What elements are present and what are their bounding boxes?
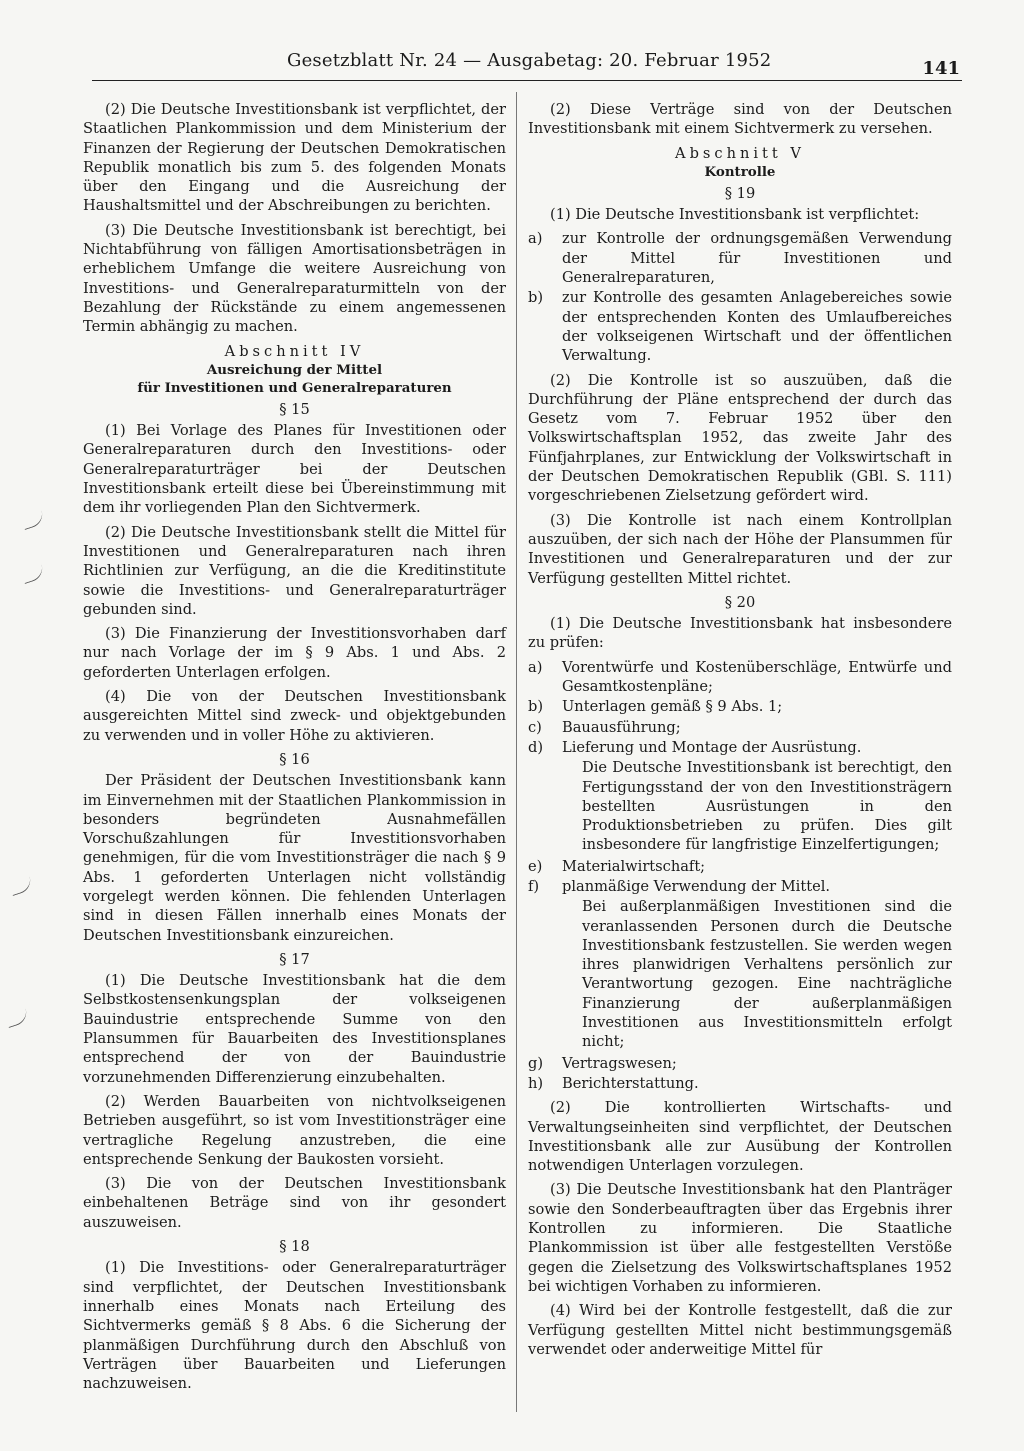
list-item (528, 1074, 952, 1093)
list-item-label: a) (528, 230, 543, 248)
list-item-text: planmäßige Verwendung der Mittel. (562, 877, 831, 895)
left-column (83, 100, 506, 1420)
list-item-text: zur Kontrolle der ordnungsgemäßen Verwendung der Mittel für Investitionen und Generalreparaturen, (562, 230, 952, 287)
margin-mark (8, 875, 34, 896)
paragraph-number: § 16 (279, 750, 310, 768)
list-item-label: b) (528, 289, 544, 307)
list-item-label: d) (528, 738, 544, 756)
list-item-text: zur Kontrolle des gesamten Anlagebereiches sowie der entsprechenden Konten des Umlaufbereiches der volkseigenen Wirtschaft und der öffentlichen Verwaltung. (562, 289, 952, 365)
paragraph-number: § 18 (279, 1238, 310, 1256)
list-item-note: Die Deutsche Investitionsbank ist berechtigt, den Fertigungsstand der von den Investitionsträgern bestellten Ausrüstungen in den Produktionsbetrieben zu prüfen. Dies gilt insbesondere für langfristige Einzelfertigungen; (582, 759, 952, 854)
paragraph: (1) Die Deutsche Investitionsbank ist verpflichtet: (550, 206, 920, 224)
paragraph: (2) Diese Verträge sind von der Deutschen Investitionsbank mit einem Sichtvermerk zu versehen. (528, 101, 952, 138)
paragraph-number: § 17 (279, 950, 310, 968)
paragraph: Der Präsident der Deutschen Investitionsbank kann im Einvernehmen mit der Staatlichen Plankommission in besonders begründeten Ausnahmefällen Vorschußzahlungen für Investitionsvorhaben genehmigen, für die vom Investitionsträger die nach § 9 Abs. 1 geforderten Unterlagen nicht vollständig vorgelegt werden können. Die fehlenden Unterlagen sind in diesen Fällen innerhalb eines Monats der Deutschen Investitionsbank einzureichen. (83, 772, 506, 944)
list-item-label: g) (528, 1054, 544, 1072)
section-subheading: für Investitionen und Generalreparaturen (137, 379, 452, 396)
paragraph: (4) Wird bei der Kontrolle festgestellt, daß die zur Verfügung gestellten Mittel nicht bestimmungsgemäß verwendet oder anderweitige Mittel für (528, 1302, 952, 1358)
list-item-text: Vorentwürfe und Kostenüberschläge, Entwürfe und Gesamtkostenpläne; (562, 658, 952, 696)
page-number: 141 (922, 58, 960, 79)
paragraph: (1) Bei Vorlage des Planes für Investitionen oder Generalreparaturen durch den Investitions- oder Generalreparaturträger bei der Deutschen Investitionsbank erteilt diese bei Übereinstimmung mit dem ihr vorliegenden Plan den Sichtvermerk. (83, 422, 506, 517)
margin-mark (20, 509, 46, 530)
margin-mark (4, 1007, 30, 1028)
paragraph: (3) Die Kontrolle ist nach einem Kontrollplan auszuüben, der sich nach der Höhe der Plansummen für Investitionen und Generalreparaturen und der zur Verfügung gestellten Mittel richtet. (528, 511, 952, 587)
list-item-label: f) (528, 877, 540, 895)
paragraph: (1) Die Investitions- oder Generalreparaturträger sind verpflichtet, der Deutschen Investitionsbank innerhalb eines Monats nach Erteilung des Sichtvermerks gemäß § 8 Abs. 6 die Sicherung der planmäßigen Durchführung durch den Abschluß von Verträgen über Bauarbeiten und Lieferungen nachzuweisen. (83, 1259, 506, 1393)
paragraph: (3) Die Deutsche Investitionsbank hat den Planträger sowie den Sonderbeauftragten über das Ergebnis ihrer Kontrollen zu informieren. Die Staatliche Plankommission ist über alle festgestellten Verstöße gegen die Zielsetzung des Volkswirtschaftsplanes 1952 bei wichtigen Vorhaben zu informieren. (528, 1181, 952, 1295)
section-heading: Abschnitt V (675, 144, 805, 162)
paragraph-number: § 15 (279, 400, 310, 418)
paragraph: (3) Die Finanzierung der Investitionsvorhaben darf nur nach Vorlage der im § 9 Abs. 1 und Abs. 2 geforderten Unterlagen erfolgen. (83, 625, 506, 681)
list-item (528, 229, 952, 287)
paragraph-number: § 19 (724, 184, 756, 202)
list-item-text: Unterlagen gemäß § 9 Abs. 1; (562, 698, 783, 716)
list-item-text: Materialwirtschaft; (562, 857, 706, 875)
page-header (92, 44, 962, 81)
list-item (528, 738, 952, 757)
paragraph: (1) Die Deutsche Investitionsbank hat die dem Selbstkostensenkungsplan der volkseigenen Bauindustrie entsprechende Summe von den Plansummen für Bauarbeiten des Investitionsplanes entsprechend der von der Bauindustrie vorzunehmenden Differenzierung einzubehalten. (83, 972, 506, 1086)
list-item-label: a) (528, 658, 543, 676)
section-subheading: Kontrolle (704, 163, 776, 180)
list-item (528, 877, 952, 896)
list-item-text: Berichterstattung. (562, 1074, 699, 1092)
paragraph: (4) Die von der Deutschen Investitionsbank ausgereichten Mittel sind zweck- und objektgebunden zu verwenden und in voller Höhe zu aktivieren. (83, 688, 506, 744)
margin-mark (20, 563, 46, 584)
list-item-text: Lieferung und Montage der Ausrüstung. (562, 738, 862, 756)
list-item-label: c) (528, 718, 542, 736)
paragraph: (2) Die Deutsche Investitionsbank ist verpflichtet, der Staatlichen Plankommission und dem Ministerium der Finanzen der Regierung der Deutschen Demokratischen Republik monatlich bis zum 5. des folgenden Monats über den Eingang und die Ausreichung der Haushaltsmittel und der Abschreibungen zu berichten. (83, 101, 506, 215)
gazette-title: Gesetzblatt Nr. 24 — Ausgabetag: 20. Februar 1952 (287, 50, 772, 71)
paragraph: (2) Die Deutsche Investitionsbank stellt die Mittel für Investitionen und Generalreparaturen nach ihren Richtlinien zur Verfügung, an die die Kreditinstitute sowie die Investitions- und Generalreparaturträger gebunden sind. (83, 523, 506, 618)
list-item-label: e) (528, 857, 543, 875)
list-item (528, 288, 952, 365)
list-item-label: h) (528, 1074, 544, 1092)
list-item-label: b) (528, 698, 544, 716)
list-item (528, 697, 952, 716)
right-column (528, 100, 952, 1420)
paragraph: (1) Die Deutsche Investitionsbank hat insbesondere zu prüfen: (528, 615, 952, 652)
column-divider (516, 92, 517, 1412)
list-item-text: Bauausführung; (562, 718, 681, 736)
list-item-note: Bei außerplanmäßigen Investitionen sind die veranlassenden Personen durch die Deutsche Investitionsbank festzustellen. Sie werden wegen ihres planwidrigen Verhaltens persönlich zur Verantwortung gezogen. Eine nachträgliche Finanzierung der außerplanmäßigen Investitionen aus Investitionsmitteln erfolgt nicht; (582, 898, 952, 1051)
list-item-text: Vertragswesen; (562, 1054, 677, 1072)
paragraph: (2) Die Kontrolle ist so auszuüben, daß die Durchführung der Pläne entsprechend der durch das Gesetz vom 7. Februar 1952 über den Volkswirtschaftsplan 1952, das zweite Jahr des Fünfjahrplanes, zur Entwicklung der Volkswirtschaft in der Deutschen Demokratischen Republik (GBl. S. 111) vorgeschriebenen Zielsetzung gefördert wird. (528, 371, 952, 505)
section-heading: Abschnitt IV (224, 342, 365, 360)
paragraph: (2) Die kontrollierten Wirtschafts- und Verwaltungseinheiten sind verpflichtet, der Deutschen Investitionsbank alle zur Ausübung der Kontrollen notwendigen Unterlagen vorzulegen. (528, 1099, 952, 1175)
list-item (528, 1054, 952, 1073)
paragraph-number: § 20 (724, 593, 756, 611)
paragraph: (3) Die von der Deutschen Investitionsbank einbehaltenen Beträge sind von ihr gesondert auszuweisen. (83, 1175, 506, 1231)
paragraph: (2) Werden Bauarbeiten von nichtvolkseigenen Betrieben ausgeführt, so ist vom Investitionsträger eine vertragliche Regelung anzustreben, die eine entsprechende Senkung der Baukosten vorsieht. (83, 1092, 506, 1168)
list-item (528, 718, 952, 737)
section-subheading: Ausreichung der Mittel (206, 361, 383, 378)
paragraph: (3) Die Deutsche Investitionsbank ist berechtigt, bei Nichtabführung von fälligen Amortisationsbeträgen in erheblichem Umfange die weitere Ausreichung von Investitions- und Generalreparaturmitteln von der Bezahlung der Rückstände zu einem angemessenen Termin abhängig zu machen. (83, 221, 506, 336)
list-item (528, 857, 952, 876)
list-item (528, 658, 952, 697)
